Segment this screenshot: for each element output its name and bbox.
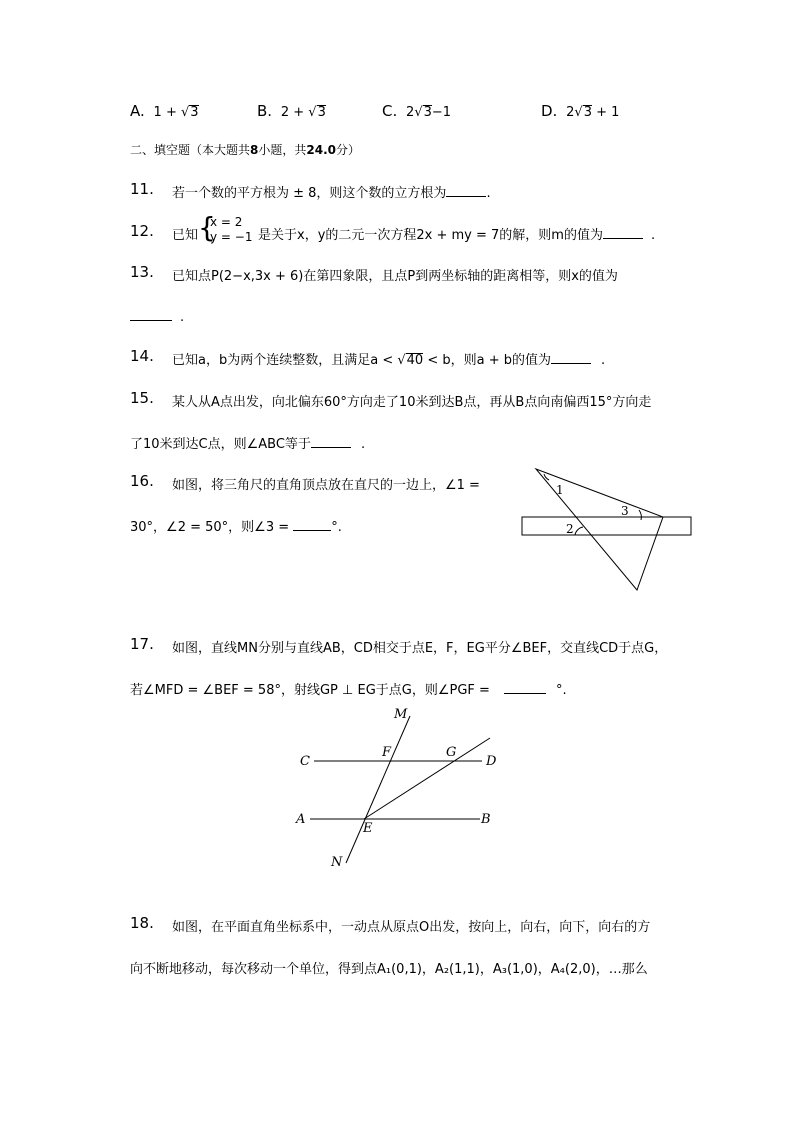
q14-answer-blank[interactable] xyxy=(551,363,591,364)
q12-system-eq1: x = 2 xyxy=(210,215,243,229)
q17-answer-blank[interactable] xyxy=(504,693,546,694)
ruler-rect xyxy=(522,517,691,535)
label-g: G xyxy=(446,745,457,760)
line-mn xyxy=(346,716,410,863)
angle1-label: 1 xyxy=(556,483,564,497)
label-c: C xyxy=(300,754,310,769)
label-f: F xyxy=(382,745,392,760)
q13-text: 已知点P(2−x,3x + 6)在第四象限，且点P到两坐标轴的距离相等，则x的值为 xyxy=(172,269,618,284)
q18-text-line1: 如图，在平面直角坐标系中，一动点从原点O出发，按向上，向右，向下，向右的方 xyxy=(172,920,651,935)
q17-text-line2: 若∠MFD = ∠BEF = 58°，射线GP ⊥ EG于点G，则∠PGF = °. xyxy=(130,683,567,698)
option-b-letter: B. xyxy=(257,102,273,120)
option-c-letter: C. xyxy=(382,102,398,120)
section-title: 二、填空题（本大题共8小题，共24.0分） xyxy=(130,143,361,157)
q17-text-line1: 如图，直线MN分别与直线AB，CD相交于点E，F，EG平分∠BEF，交直线CD于点G， xyxy=(172,641,668,656)
option-c: C. 2√3−1 xyxy=(382,102,452,120)
q12-text: 是关于x，y的二元一次方程2x + my = 7的解，则m的值为 . xyxy=(258,228,656,243)
q17-number: 17. xyxy=(130,635,154,653)
label-a: A xyxy=(296,812,306,827)
q12-text-prefix: 已知 xyxy=(172,228,199,243)
label-d: D xyxy=(486,754,497,769)
label-b: B xyxy=(481,812,491,827)
q15-number: 15. xyxy=(130,389,154,407)
q12-number: 12. xyxy=(130,222,154,240)
q18-number: 18. xyxy=(130,914,154,932)
q13-number: 13. xyxy=(130,263,154,281)
angle2-label: 2 xyxy=(566,522,574,536)
q18-text-line2: 向不断地移动，每次移动一个单位，得到点A₁(0,1)，A₂(1,1)，A₃(1,0)，A₄(2,0)，…那么 xyxy=(130,962,648,977)
q11-answer-blank[interactable] xyxy=(446,196,486,197)
q12-system-eq2: y = −1 xyxy=(210,230,253,244)
label-e: E xyxy=(363,821,373,836)
q15-answer-blank[interactable] xyxy=(311,447,351,448)
q11-text: 若一个数的平方根为 ± 8，则这个数的立方根为 . xyxy=(172,186,491,201)
option-a: A. 1 + √3 xyxy=(130,102,199,120)
q15-text-line1: 某人从A点出发，向北偏东60°方向走了10米到达B点，再从B点向南偏西15°方向走 xyxy=(172,395,652,410)
q14-number: 14. xyxy=(130,347,154,365)
angle3-label: 3 xyxy=(621,504,629,518)
angle3-arc xyxy=(639,510,641,520)
q12-answer-blank[interactable] xyxy=(603,238,643,239)
q14-text: 已知a，b为两个连续整数，且满足a < √40 < b，则a + b的值为 . xyxy=(172,353,606,368)
option-d: D. 2√3 + 1 xyxy=(541,102,620,120)
label-m: M xyxy=(394,707,408,722)
angle2-arc xyxy=(575,527,583,535)
label-n: N xyxy=(331,855,343,870)
q11-number: 11. xyxy=(130,180,154,198)
option-a-letter: A. xyxy=(130,102,145,120)
q16-answer-blank[interactable] xyxy=(293,530,331,531)
q13-answer-blank[interactable] xyxy=(130,320,172,321)
q16-number: 16. xyxy=(130,472,154,490)
option-b: B. 2 + √3 xyxy=(257,102,326,120)
q16-figure xyxy=(515,463,700,598)
q16-text-line2: 30°，∠2 = 50°，则∠3 = °. xyxy=(130,520,342,535)
q15-text-line2: 了10米到达C点，则∠ABC等于 . xyxy=(130,437,366,452)
q16-text-line1: 如图，将三角尺的直角顶点放在直尺的一边上，∠1 = xyxy=(172,478,480,493)
brace-icon: { xyxy=(198,211,216,244)
q17-figure xyxy=(290,700,510,880)
option-d-letter: D. xyxy=(541,102,558,120)
q13-answer-line: . xyxy=(130,310,184,325)
